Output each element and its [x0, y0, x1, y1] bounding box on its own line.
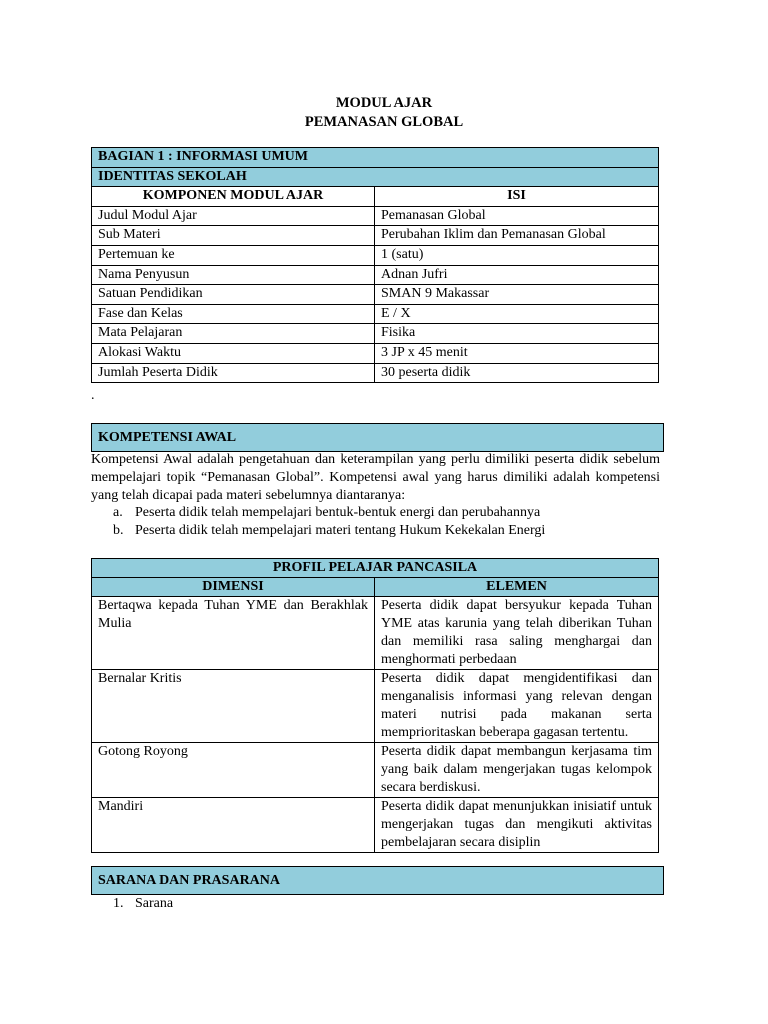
sarana-list	[91, 895, 173, 913]
column-header-elemen: ELEMEN	[375, 578, 659, 597]
table-header-row	[92, 578, 659, 597]
column-header-isi: ISI	[375, 187, 659, 207]
table-row	[92, 226, 659, 246]
list-item	[91, 504, 660, 522]
elemen-cell: Peserta didik dapat bersyukur kepada Tuhan YME atas karunia yang telah diberikan Tuhan dan memiliki rasa saling menghargai dan menghormati perbedaan	[375, 597, 659, 670]
row-label: Mata Pelajaran	[92, 324, 375, 344]
row-value: SMAN 9 Makassar	[375, 285, 659, 305]
table-row	[92, 324, 659, 344]
column-header-komponen: KOMPONEN MODUL AJAR	[92, 187, 375, 207]
row-value: Adnan Jufri	[375, 265, 659, 285]
row-label: Judul Modul Ajar	[92, 206, 375, 226]
table-row	[92, 670, 659, 743]
dimensi-cell: Bertaqwa kepada Tuhan YME dan Berakhlak Mulia	[92, 597, 375, 670]
profil-pancasila-table	[91, 558, 659, 853]
table-section-row	[92, 148, 659, 168]
sub-heading-identitas-sekolah: IDENTITAS SEKOLAH	[92, 167, 659, 187]
section-heading-profil-pancasila: PROFIL PELAJAR PANCASILA	[92, 559, 659, 578]
kompetensi-awal-paragraph: Kompetensi Awal adalah pengetahuan dan keterampilan yang perlu dimiliki peserta didik sebelum mempelajari topik “Pemanasan Global”. Kompetensi awal yang harus dimiliki adalah kompetensi yang telah dicapai pada materi sebelumnya diantaranya:	[91, 452, 660, 503]
list-item	[91, 522, 660, 540]
table-row	[92, 743, 659, 798]
row-value: 30 peserta didik	[375, 363, 659, 383]
row-value: 3 JP x 45 menit	[375, 343, 659, 363]
stray-period: .	[91, 388, 95, 403]
school-identity-table	[91, 147, 659, 383]
row-value: 1 (satu)	[375, 245, 659, 265]
row-label: Satuan Pendidikan	[92, 285, 375, 305]
table-header-row	[92, 187, 659, 207]
section-heading-sarana-prasarana: SARANA DAN PRASARANA	[91, 866, 664, 895]
section-heading-kompetensi-awal: KOMPETENSI AWAL	[91, 423, 664, 452]
table-row	[92, 343, 659, 363]
table-row	[92, 265, 659, 285]
table-row	[92, 798, 659, 853]
table-row	[92, 304, 659, 324]
table-subheading-row	[92, 167, 659, 187]
dimensi-cell: Bernalar Kritis	[92, 670, 375, 743]
row-value: Pemanasan Global	[375, 206, 659, 226]
list-marker: b.	[113, 523, 124, 538]
title-line-1: MODUL AJAR	[335, 95, 433, 111]
table-section-row	[92, 559, 659, 578]
elemen-cell: Peserta didik dapat mengidentifikasi dan menganalisis informasi yang relevan dengan materi nutrisi pada makanan serta memprioritaskan beberapa gagasan tertentu.	[375, 670, 659, 743]
row-value: E / X	[375, 304, 659, 324]
table-row	[92, 206, 659, 226]
column-header-dimensi: DIMENSI	[92, 578, 375, 597]
list-item	[91, 895, 173, 913]
document-title	[0, 94, 768, 132]
elemen-cell: Peserta didik dapat membangun kerjasama tim yang baik dalam mengerjakan tugas kelompok secara berdiskusi.	[375, 743, 659, 798]
kompetensi-awal-list	[91, 504, 660, 540]
row-label: Jumlah Peserta Didik	[92, 363, 375, 383]
row-value: Perubahan Iklim dan Pemanasan Global	[375, 226, 659, 246]
row-label: Fase dan Kelas	[92, 304, 375, 324]
list-marker: a.	[113, 505, 123, 520]
table-row	[92, 363, 659, 383]
dimensi-cell: Mandiri	[92, 798, 375, 853]
row-label: Nama Penyusun	[92, 265, 375, 285]
list-item-text: Peserta didik telah mempelajari materi tentang Hukum Kekekalan Energi	[135, 523, 546, 538]
title-line-2: PEMANASAN GLOBAL	[304, 114, 464, 130]
list-marker: 1.	[113, 896, 124, 911]
row-label: Alokasi Waktu	[92, 343, 375, 363]
row-label: Pertemuan ke	[92, 245, 375, 265]
row-value: Fisika	[375, 324, 659, 344]
row-label: Sub Materi	[92, 226, 375, 246]
elemen-cell: Peserta didik dapat menunjukkan inisiatif untuk mengerjakan tugas dan mengikuti aktivitas pembelajaran secara disiplin	[375, 798, 659, 853]
list-item-text: Sarana	[135, 896, 174, 911]
section-heading-informasi-umum: BAGIAN 1 : INFORMASI UMUM	[92, 148, 659, 168]
table-row	[92, 597, 659, 670]
table-row	[92, 285, 659, 305]
table-row	[92, 245, 659, 265]
dimensi-cell: Gotong Royong	[92, 743, 375, 798]
list-item-text: Peserta didik telah mempelajari bentuk-bentuk energi dan perubahannya	[135, 505, 541, 520]
